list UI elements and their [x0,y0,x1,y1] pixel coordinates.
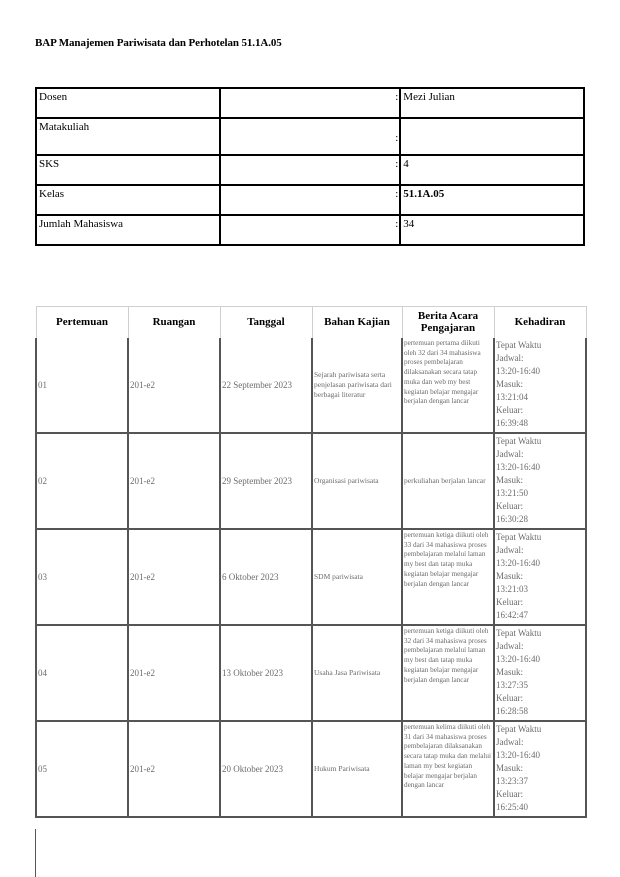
check-in-label: Masuk: [496,763,523,774]
info-value: 34 [400,215,584,245]
info-value: 51.1A.05 [400,185,584,215]
cell-berita-acara: pertemuan pertama diikuti oleh 32 dari 34 mahasiswa proses pembelajaran dilaksanakan secara tatap muka dan web my best kegiatan belajar mengajar berjalan dengan lancar [402,338,494,433]
info-label: Jumlah Mahasiswa [36,215,220,245]
cell-kehadiran [494,433,586,529]
check-out-label: Keluar: [496,501,523,512]
cell-tanggal: 20 Oktober 2023 [220,721,312,817]
cell-berita-acara: pertemuan kelima diikuti oleh 31 dari 34 mahasiswa proses pembelajaran dilaksanakan secara tatap muka dan melalui laman my best kegiatan belajar mengajar berjalan dengan lancar [402,721,494,817]
cell-berita-acara: pertemuan ketiga diikuti oleh 32 dari 34 mahasiswa proses pembelajaran melalui laman my best dan tatap muka kegiatan belajar mengajar berjalan dengan lancar [402,625,494,721]
cell-tanggal: 22 September 2023 [220,338,312,433]
check-in-time: 13:23:37 [496,776,529,787]
info-colon: : [220,155,401,185]
attendance-status: Tepat Waktu [496,724,542,734]
cell-ruangan: 201-e2 [128,338,220,433]
table-row [36,433,586,529]
check-out-label: Keluar: [496,789,523,800]
check-out-label: Keluar: [496,405,523,416]
cell-bahan-kajian: Hukum Pariwisata [312,721,402,817]
cell-ruangan: 201-e2 [128,721,220,817]
check-in-label: Masuk: [496,379,523,390]
header-tanggal: Tanggal [220,307,312,339]
table-continuation-border [35,829,36,877]
attendance-status: Tepat Waktu [496,628,542,638]
info-row-kelas [36,185,584,215]
check-out-label: Keluar: [496,693,523,704]
cell-kehadiran [494,721,586,817]
info-row-matakuliah [36,118,584,155]
table-row [36,721,586,817]
cell-pertemuan: 04 [36,625,128,721]
schedule-label: Jadwal: [496,737,524,748]
check-in-time: 13:27:35 [496,680,529,691]
check-out-time: 16:39:48 [496,418,529,429]
schedule-label: Jadwal: [496,545,524,556]
cell-ruangan: 201-e2 [128,433,220,529]
cell-pertemuan: 05 [36,721,128,817]
cell-bahan-kajian: Sejarah pariwisata serta penjelasan pariwisata dari berbagai literatur [312,338,402,433]
header-berita-acara: Berita Acara Pengajaran [402,307,494,339]
check-out-label: Keluar: [496,597,523,608]
schedule-label: Jadwal: [496,641,524,652]
header-kehadiran: Kehadiran [494,307,586,339]
course-info-table [35,87,585,246]
table-row [36,338,586,433]
cell-pertemuan: 01 [36,338,128,433]
check-in-label: Masuk: [496,667,523,678]
check-out-time: 16:30:28 [496,514,529,525]
schedule-label: Jadwal: [496,449,524,460]
cell-tanggal: 13 Oktober 2023 [220,625,312,721]
check-in-label: Masuk: [496,475,523,486]
check-out-time: 16:25:40 [496,802,529,813]
schedule-time: 13:20-16:40 [496,654,540,665]
cell-kehadiran [494,529,586,625]
schedule-label: Jadwal: [496,353,524,364]
check-in-time: 13:21:03 [496,584,529,595]
info-colon: : [220,185,401,215]
attendance-status: Tepat Waktu [496,340,542,350]
info-value: Mezi Julian [400,88,584,118]
cell-berita-acara: pertemuan ketiga diikuti oleh 33 dari 34 mahasiswa proses pembelajaran melalui laman my best dan tatap muka kegiatan belajar mengajar berjalan dengan lancar [402,529,494,625]
check-out-time: 16:42:47 [496,610,529,621]
cell-pertemuan: 02 [36,433,128,529]
info-row-dosen [36,88,584,118]
cell-pertemuan: 03 [36,529,128,625]
info-value [400,118,584,155]
check-out-time: 16:28:58 [496,706,529,717]
table-row [36,625,586,721]
check-in-time: 13:21:50 [496,488,529,499]
cell-ruangan: 201-e2 [128,529,220,625]
header-pertemuan: Pertemuan [36,307,128,339]
cell-tanggal: 29 September 2023 [220,433,312,529]
attendance-table [35,306,587,818]
attendance-status: Tepat Waktu [496,532,542,542]
cell-bahan-kajian: SDM pariwisata [312,529,402,625]
schedule-time: 13:20-16:40 [496,558,540,569]
header-bahan-kajian: Bahan Kajian [312,307,402,339]
info-colon: : [220,118,401,155]
cell-ruangan: 201-e2 [128,625,220,721]
info-label: SKS [36,155,220,185]
check-in-label: Masuk: [496,571,523,582]
info-row-jumlah-mahasiswa [36,215,584,245]
info-label: Kelas [36,185,220,215]
attendance-status: Tepat Waktu [496,436,542,446]
info-colon: : [220,88,401,118]
schedule-time: 13:20-16:40 [496,366,540,377]
schedule-time: 13:20-16:40 [496,750,540,761]
info-label: Dosen [36,88,220,118]
header-ruangan: Ruangan [128,307,220,339]
cell-kehadiran [494,338,586,433]
schedule-time: 13:20-16:40 [496,462,540,473]
info-colon: : [220,215,401,245]
cell-bahan-kajian: Organisasi pariwisata [312,433,402,529]
info-row-sks [36,155,584,185]
cell-bahan-kajian: Usaha Jasa Pariwisata [312,625,402,721]
check-in-time: 13:21:04 [496,392,529,403]
info-value: 4 [400,155,584,185]
table-header-row [36,307,586,339]
cell-tanggal: 6 Oktober 2023 [220,529,312,625]
cell-kehadiran [494,625,586,721]
table-row [36,529,586,625]
info-label: Matakuliah [36,118,220,155]
cell-berita-acara: perkuliahan berjalan lancar [402,433,494,529]
document-title: BAP Manajemen Pariwisata dan Perhotelan 51.1A.05 [35,37,282,49]
